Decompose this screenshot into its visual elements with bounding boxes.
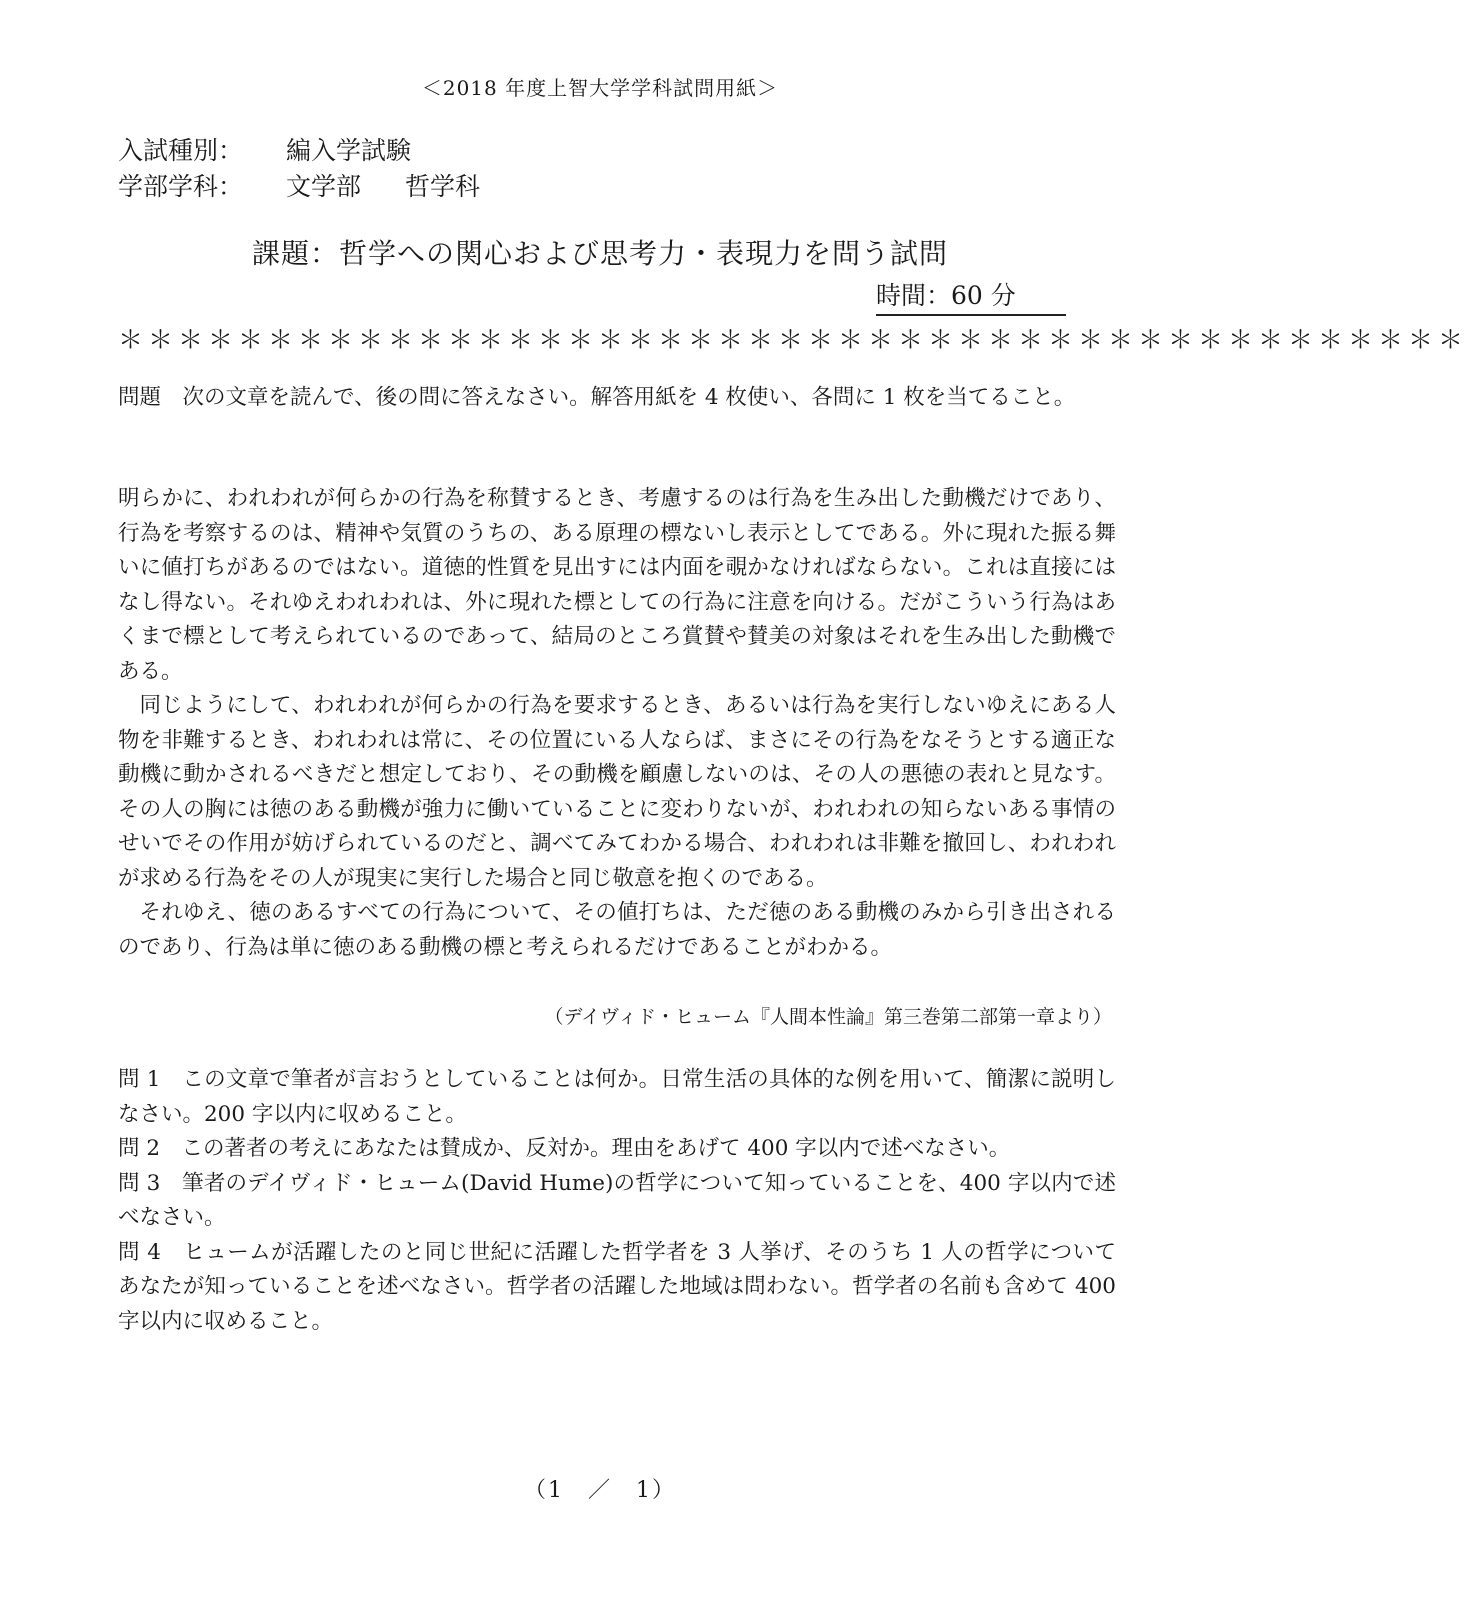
question-list: [118, 1063, 1116, 1339]
question-item: 問 3 筆者のデイヴィド・ヒューム(David Hume)の哲学について知っていることを、400 字以内で述べなさい。: [118, 1170, 1116, 1230]
time-limit: 時間：60 分: [876, 276, 1066, 316]
question-item: 問 4 ヒュームが活躍したのと同じ世紀に活躍した哲学者を 3 人挙げ、そのうち 1 人の哲学についてあなたが知っていることを述べなさい。哲学者の活躍した地域は問わない。哲学者の名前も含めて 400 字以内に収めること。: [118, 1239, 1116, 1334]
passage: [118, 482, 1116, 965]
divider-stars: ＊＊＊＊＊＊＊＊＊＊＊＊＊＊＊＊＊＊＊＊＊＊＊＊＊＊＊＊＊＊＊＊＊＊＊＊＊＊＊＊＊＊＊＊＊: [118, 325, 1468, 354]
instruction-text: 問題 次の文章を読んで、後の問に答えなさい。解答用紙を 4 枚使い、各問に 1 枚を当てること。: [118, 385, 1076, 410]
passage-paragraph: それゆえ、徳のあるすべての行為について、その値打ちは、ただ徳のある動機のみから引き出されるのであり、行為は単に徳のある動機の標と考えられるだけであることがわかる。: [118, 900, 1116, 960]
exam-subject: 課題：哲学への関心および思考力・表現力を問う試問: [251, 237, 948, 270]
passage-source: （デイヴィド・ヒューム『人間本性論』第三巻第二部第一章より）: [544, 1006, 1112, 1028]
department-value: 哲学科: [405, 172, 481, 201]
document-header: ＜2018 年度上智大学学科試問用紙＞: [421, 76, 779, 100]
exam-type-row: [118, 133, 480, 169]
passage-paragraph: 同じようにして、われわれが何らかの行為を要求するとき、あるいは行為を実行しないゆえにある人物を非難するとき、われわれは常に、その位置にいる人ならば、まさにその行為をなそうとする適正な動機に動かされるべきだと想定しており、その動機を顧慮しないのは、その人の悪徳の表れと見なす。その人の胸には徳のある動機が強力に働いていることに変わりないが、われわれの知らないある事情のせいでその作用が妨げられているのだと、調べてみてわかる場合、われわれは非難を撤回し、われわれが求める行為をその人が現実に実行した場合と同じ敬意を抱くのである。: [118, 693, 1116, 891]
exam-type-value: 編入学試験: [286, 136, 412, 165]
question-item: 問 2 この著者の考えにあなたは賛成か、反対か。理由をあげて 400 字以内で述べなさい。: [118, 1136, 1011, 1161]
passage-paragraph: 明らかに、われわれが何らかの行為を称賛するとき、考慮するのは行為を生み出した動機だけであり、行為を考察するのは、精神や気質のうちの、ある原理の標ないし表示としてである。外に現れた振る舞いに値打ちがあるのではない。道徳的性質を見出すには内面を覗かなければならない。これは直接にはなし得ない。それゆえわれわれは、外に現れた標としての行為に注意を向ける。だがこういう行為はあくまで標として考えられているのであって、結局のところ賞賛や賛美の対象はそれを生み出した動機である。: [118, 486, 1116, 684]
question-item: 問 1 この文章で筆者が言おうとしていることは何か。日常生活の具体的な例を用いて、簡潔に説明しなさい。200 字以内に収めること。: [118, 1067, 1116, 1127]
exam-meta: [118, 133, 480, 205]
department-row: [118, 169, 480, 205]
exam-type-label: 入試種別：: [118, 136, 244, 165]
department-label: 学部学科：: [118, 172, 244, 201]
page-number: （1 ／ 1）: [524, 1478, 676, 1503]
faculty-value: 文学部: [286, 172, 362, 201]
